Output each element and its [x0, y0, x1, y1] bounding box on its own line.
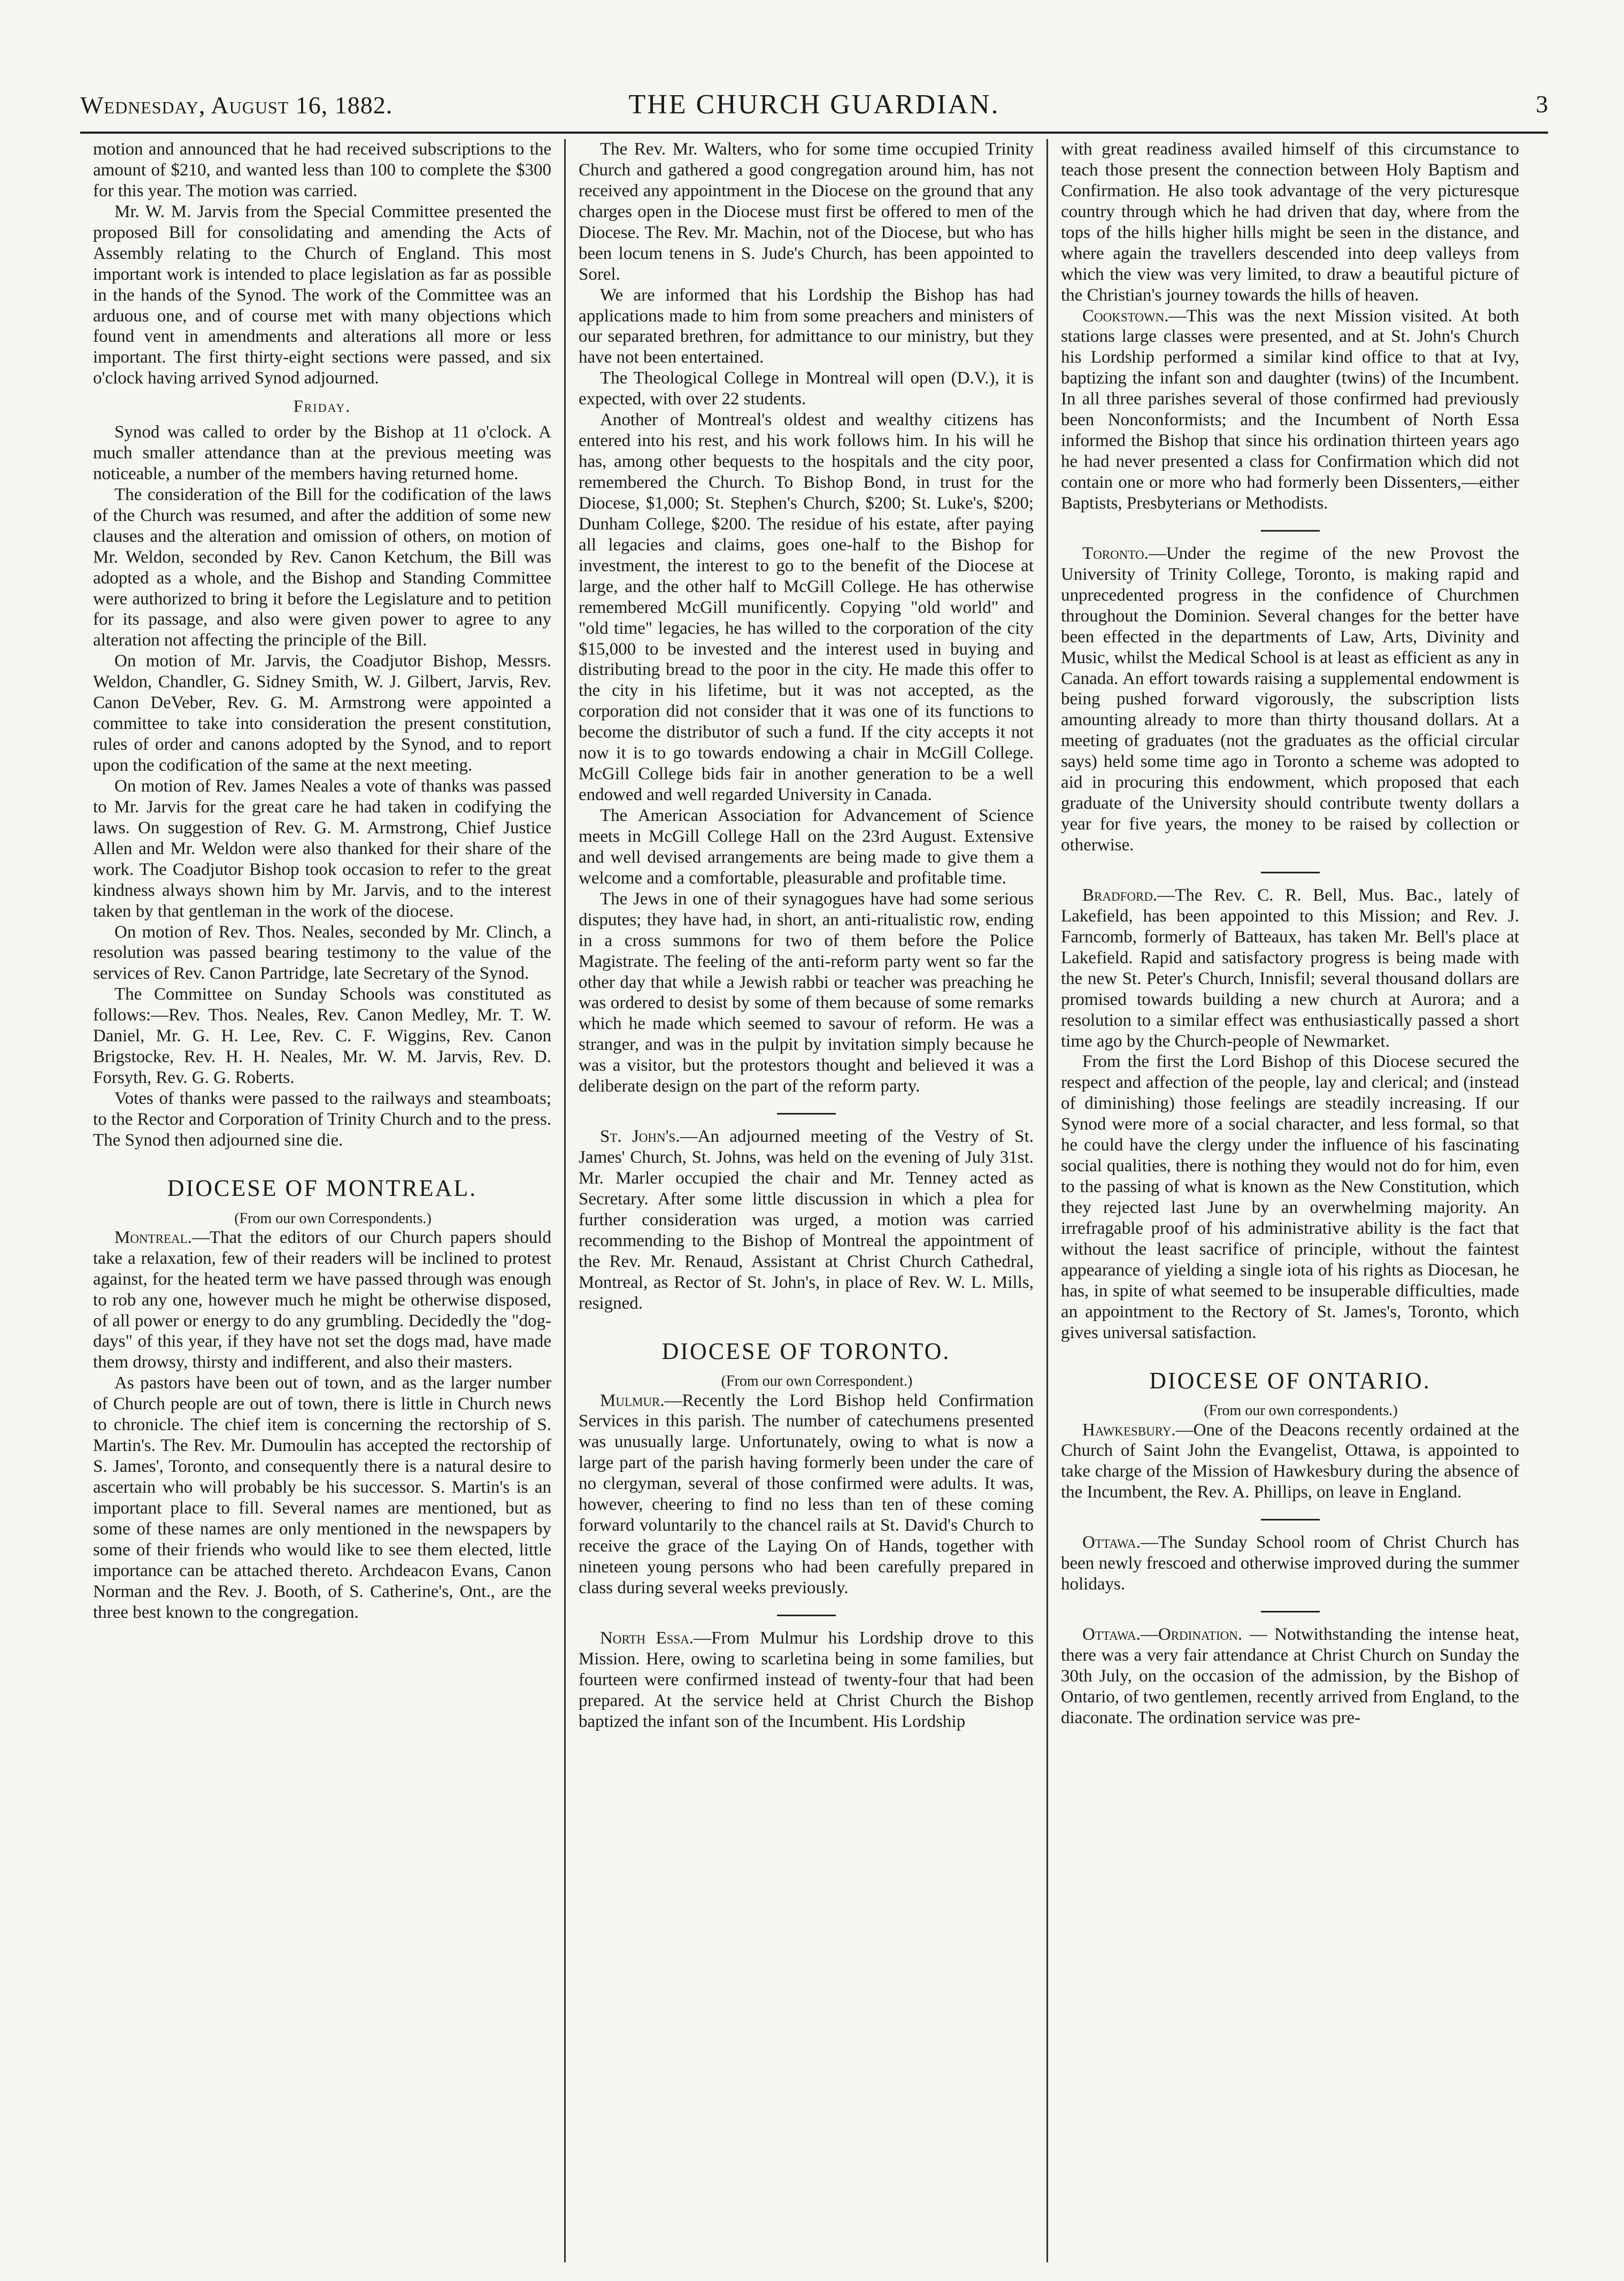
issue-date: Wednesday, August 16, 1882. [80, 91, 393, 119]
correspondent-note: (From our own Correspondents.) [234, 1210, 432, 1227]
paragraph: The American Association for Advancement of Science meets in McGill College Hall on the 23rd August. Extensive and well devised arrangements are being made to give them a welcome and a comfortable, pleasurable and profitable time. [579, 806, 1034, 888]
divider [1261, 530, 1320, 532]
paragraph: motion and announced that he had received subscriptions to the amount of $210, and wanted less than 100 to complete the $300 for this year. The motion was carried. [93, 140, 551, 201]
paragraph: From the first the Lord Bishop of this Diocese secured the respect and affection of the people, lay and clerical; and (instead of diminishing) those feelings are steadily increasing. If our Synod were more of a social character, and less formal, so that he could have the clergy under the influence of his fascinating social qualities, there is nothing they would not do for him, even to the passing of what is known as the New Constitution, which they rejected last June by an overwhelming majority. An irrefragable proof of his administrative ability is the fact that without the least sacrifice of principle, without the faintest appearance of yielding a single iota of his rights as Diocesan, he has, in spite of what seemed to be insuperable difficulties, made an appointment to the Rectory of St. James's, Toronto, which gives universal satisfaction. [1061, 1052, 1519, 1342]
paragraph [579, 1628, 1034, 1732]
column-2 [564, 139, 1048, 2262]
paragraph: The Jews in one of their synagogues have had some serious disputes; they have had, in short, an anti-ritualistic row, ending in a cross summons for two of them before the Police Magistrate. The feeling of the anti-reform party went so far the other day that while a Jewish rabbi or teacher was preaching he was ordered to desist by some of them because of some remarks which he made which seemed to savour of reform. He was a stranger, and was in the pulpit by invitation simply because he was a visitor, but the protestors thought and believed it was a deliberate design on the part of the reform party. [579, 889, 1034, 1096]
paragraph: On motion of Mr. Jarvis, the Coadjutor Bishop, Messrs. Weldon, Chandler, G. Sidney Smith, W. J. Gilbert, Jarvis, Rev. Canon DeVeber, Rev. G. M. Armstrong were appointed a committee to take into consideration the present constitution, rules of order and canons adopted by the Synod, and to report upon the codification of the same at the next meeting. [93, 651, 551, 775]
page-number: 3 [1536, 90, 1548, 118]
divider [1261, 1519, 1320, 1520]
paragraph: The Committee on Sunday Schools was constituted as follows:—Rev. Thos. Neales, Rev. Canon Medley, Mr. T. W. Daniel, Mr. G. H. Lee, Rev. C. F. Wiggins, Rev. Canon Brigstocke, Rev. H. H. Neales, Mr. W. M. Jarvis, Rev. D. Forsyth, Rev. G. G. Roberts. [93, 985, 551, 1088]
paragraph [1061, 1532, 1519, 1595]
paragraph [579, 1391, 1034, 1599]
paragraph: The consideration of the Bill for the codification of the laws of the Church was resumed, and after the addition of some new clauses and the alteration and omission of others, on motion of Mr. Weldon, seconded by Rev. Canon Ketchum, the Bill was adopted as a whole, and the Bishop and Standing Committee were authorized to bring it before the Legislature and to petition for its passage, and also were given power to agree to any alteration not affecting the principle of the Bill. [93, 485, 551, 650]
paragraph-lead: North Essa. [600, 1628, 694, 1648]
paragraph-lead: Montreal. [114, 1227, 192, 1247]
paragraph: As pastors have been out of town, and as the larger number of Church people are out of town, there is little in Church news to chronicle. The chief item is concerning the rectorship of S. Martin's. The Rev. Mr. Dumoulin has accepted the rectorship of S. James', Toronto, and consequently there is a natural desire to ascertain who will probably be his successor. S. Martin's is an important place to fill. Several names are mentioned, but as some of these names are only mentioned in the newspapers by some of their friends who would like to see them elected, little importance can be attached thereto. Archdeacon Evans, Canon Norman and the Rev. J. Booth, of S. Catherine's, Ont., are the three best known to the congregation. [93, 1373, 551, 1622]
paragraph [1061, 543, 1519, 856]
article-columns [80, 139, 1548, 2262]
divider [1261, 1611, 1320, 1612]
paragraph: On motion of Rev. Thos. Neales, seconded by Mr. Clinch, a resolution was passed bearing testimony to the value of the services of Rev. Canon Partridge, late Secretary of the Synod. [93, 922, 551, 984]
paragraph-lead: Cookstown. [1082, 306, 1169, 326]
paragraph [1061, 306, 1519, 514]
paragraph [1061, 1624, 1519, 1729]
paragraph-lead: Mulmur. [600, 1391, 665, 1410]
section-subhead: Friday. [293, 396, 351, 416]
paragraph-text: — Notwithstanding the intense heat, there was a very fair attendance at Christ Church on Sunday the 30th July, on the occasion of the admission, by the Bishop of Ontario, of two gentlemen, recently arrived from England, to the diaconate. The ordination service was pre- [1061, 1625, 1519, 1727]
correspondent-note: (From our own Correspondent.) [721, 1373, 913, 1390]
paragraph: We are informed that his Lordship the Bishop has had applications made to him from some preachers and ministers of our separated brethren, for admittance to our ministry, but they have not been entertained. [579, 285, 1034, 367]
section-heading: DIOCESE OF TORONTO. [661, 1338, 951, 1364]
column-3 [1048, 139, 1532, 2262]
paragraph [1061, 885, 1519, 1052]
newspaper-page [80, 80, 1548, 2262]
divider [777, 1615, 836, 1616]
paragraph [93, 1227, 551, 1373]
paragraph-text: —An adjourned meeting of the Vestry of St. James' Church, St. Johns, was held on the evening of July 31st. Mr. Marler occupied the chair and Mr. Tenney acted as Secretary. After some little discussion in which a plea for further consideration was urged, a motion was carried recommending to the Bishop of Montreal the appointment of the Rev. Mr. Renaud, Assistant at Christ Church Cathedral, Montreal, as Rector of St. John's, in place of Rev. W. L. Mills, resigned. [579, 1127, 1034, 1313]
paragraph: Another of Montreal's oldest and wealthy citizens has entered into his rest, and his work follows him. In his will he has, among other bequests to the hospitals and the city poor, remembered the Church. To Bishop Bond, in trust for the Diocese, $1,000; St. Stephen's Church, $200; St. Luke's, $200; Dunham College, $200. The residue of his estate, after paying all legacies and claims, goes one-half to the Bishop for investment, the interest to go to the benefit of the Diocese at large, and the other half to McGill College. He has otherwise remembered McGill munificently. Copying "old world" and "old time" legacies, he has willed to the corporation of the city $15,000 to be invested and the interest used in buying and distributing bread to the poor in the city. He made this offer to the city in his lifetime, but it was not accepted, as the corporation did not consider that it was one of its functions to become the distributor of such a fund. If the city accepts it not now it is to go towards endowing a chair in McGill College. McGill College bids fair in another generation to be a well endowed and well regarded University in Canada. [579, 410, 1034, 805]
newspaper-title: THE CHURCH GUARDIAN. [628, 89, 1000, 120]
section-heading: DIOCESE OF MONTREAL. [167, 1174, 478, 1201]
paragraph-lead: Hawkesbury. [1082, 1420, 1176, 1440]
paragraph-lead: Bradford. [1082, 885, 1158, 905]
paragraph: The Theological College in Montreal will open (D.V.), it is expected, with over 22 students. [579, 368, 1034, 409]
paragraph-text: —Under the regime of the new Provost the University of Trinity College, Toronto, is making rapid and unprecedented progress in the confidence of Churchmen throughout the Dominion. Several changes for the better have been effected in the departments of Law, Arts, Divinity and Music, whilst the Medical School is at least as efficient as any in Canada. An effort towards raising a supplemental endowment is being pushed forward vigorously, the subscription lists amounting already to more than thirty thousand dollars. At a meeting of graduates (not the graduates as the official circular says) held some time ago in Toronto a scheme was adopted to aid in procuring this endowment, which proposed that each graduate of the University should contribute twenty dollars a year for five years, the money to be raised by collection or otherwise. [1061, 543, 1519, 855]
paragraph-text: —The Sunday School room of Christ Church has been newly frescoed and otherwise improved during the summer holidays. [1061, 1533, 1519, 1594]
paragraph-text: —Recently the Lord Bishop held Confirmation Services in this parish. The number of catechumens presented was unusually large. Unfortunately, owing to what is now a large part of the parish having formerly been under the care of no clergyman, several of those confirmed were adults. It was, however, cheering to find no less than ten of these coming forward voluntarily to the chancel rails at St. David's Church to receive the grace of the Laying On of Hands, together with nineteen young persons who had been carefully prepared in class during several weeks previously. [579, 1391, 1034, 1598]
paragraph: Mr. W. M. Jarvis from the Special Committee presented the proposed Bill for consolidating and amending the Acts of Assembly relating to the Church of England. This most important work is intended to place legislation as far as possible in the hands of the Synod. The work of the Committee was an arduous one, and of course met with many objections which found vent in amendments and alterations all more or less important. The first thirty-eight sections were passed, and six o'clock having arrived Synod adjourned. [93, 202, 551, 388]
paragraph: On motion of Rev. James Neales a vote of thanks was passed to Mr. Jarvis for the great care he had taken in codifying the laws. On suggestion of Rev. G. M. Armstrong, Chief Justice Allen and Mr. Weldon were also thanked for their share of the work. The Coadjutor Bishop took occasion to refer to the great kindness always shown him by Mr. Jarvis, and to the interest taken by that gentleman in the work of the diocese. [93, 776, 551, 921]
paragraph-text: —This was the next Mission visited. At both stations large classes were presented, and at St. John's Church his Lordship performed a similar kind office to that at Ivy, baptizing the infant son and daughter (twins) of the Incumbent. In all three parishes several of those confirmed had previously been Nonconformists; and the Incumbent of North Essa informed the Bishop that since his ordination thirteen years ago he had never presented a class for Confirmation which did not contain one or more who had formerly been Dissenters,—either Baptists, Presbyterians or Methodists. [1061, 306, 1519, 513]
paragraph-lead: St. John's. [600, 1127, 680, 1147]
paragraph-lead: Ottawa.—Ordination. [1082, 1625, 1243, 1645]
divider [777, 1113, 836, 1115]
paragraph: The Rev. Mr. Walters, who for some time occupied Trinity Church and gathered a good congregation around him, has not received any appointment in the Diocese on the ground that any charges open in the Diocese must first be offered to men of the Diocese. The Rev. Mr. Machin, not of the Diocese, but who has been locum tenens in S. Jude's Church, has been appointed to Sorel. [579, 140, 1034, 284]
masthead [80, 80, 1548, 134]
divider [1261, 872, 1320, 873]
paragraph-text: —From Mulmur his Lordship drove to this Mission. Here, owing to scarletina being in some families, but fourteen were confirmed instead of twenty-four that had been prepared. At the service held at Christ Church the Bishop baptized the infant son of the Incumbent. His Lordship [579, 1628, 1034, 1731]
paragraph: with great readiness availed himself of this circumstance to teach those present the connection between Holy Baptism and Confirmation. He also took advantage of the very picturesque country through which he had driven that day, where from the tops of the hills higher hills might be seen in the distance, and where again the travellers descended into deep valleys from which the view was very limited, to draw a beautiful picture of the Christian's journey towards the hills of heaven. [1061, 140, 1519, 305]
paragraph-text: —One of the Deacons recently ordained at the Church of Saint John the Evangelist, Ottawa, is appointed to take charge of the Mission of Hawkesbury during the absence of the Incumbent, the Rev. A. Phillips, on leave in England. [1061, 1420, 1519, 1502]
paragraph-lead: Toronto. [1082, 543, 1149, 563]
paragraph [1061, 1420, 1519, 1503]
paragraph-text: —The Rev. C. R. Bell, Mus. Bac., lately of Lakefield, has been appointed to this Mission; and Rev. J. Farncomb, formerly of Batteaux, has taken Mr. Bell's place at Lakefield. Rapid and satisfactory progress is being made with the new St. Peter's Church, Innisfil; several thousand dollars are promised towards building a new church at Aurora; and a resolution to a similar effect was enthusiastically passed a short time ago by the Church-people of Newmarket. [1061, 885, 1519, 1051]
column-1 [80, 139, 564, 2262]
paragraph [579, 1126, 1034, 1314]
paragraph-lead: Ottawa. [1082, 1533, 1141, 1553]
paragraph: Synod was called to order by the Bishop at 11 o'clock. A much smaller attendance than at the previous meeting was noticeable, a number of the members having returned home. [93, 423, 551, 483]
paragraph: Votes of thanks were passed to the railways and steamboats; to the Rector and Corporation of Trinity Church and to the press. The Synod then adjourned sine die. [93, 1089, 551, 1150]
paragraph-text: —That the editors of our Church papers should take a relaxation, few of their readers will be inclined to protest against, for the heated term we have passed through was enough to rob any one, however much he might be otherwise disposed, of all power or energy to do any grumbling. Decidedly the "dog-days" of this year, if they have not set the dogs mad, have made them drowsy, thirsty and indifferent, and also their masters. [93, 1227, 551, 1372]
section-heading: DIOCESE OF ONTARIO. [1149, 1367, 1431, 1394]
correspondent-note: (From our own correspondents.) [1204, 1402, 1398, 1419]
